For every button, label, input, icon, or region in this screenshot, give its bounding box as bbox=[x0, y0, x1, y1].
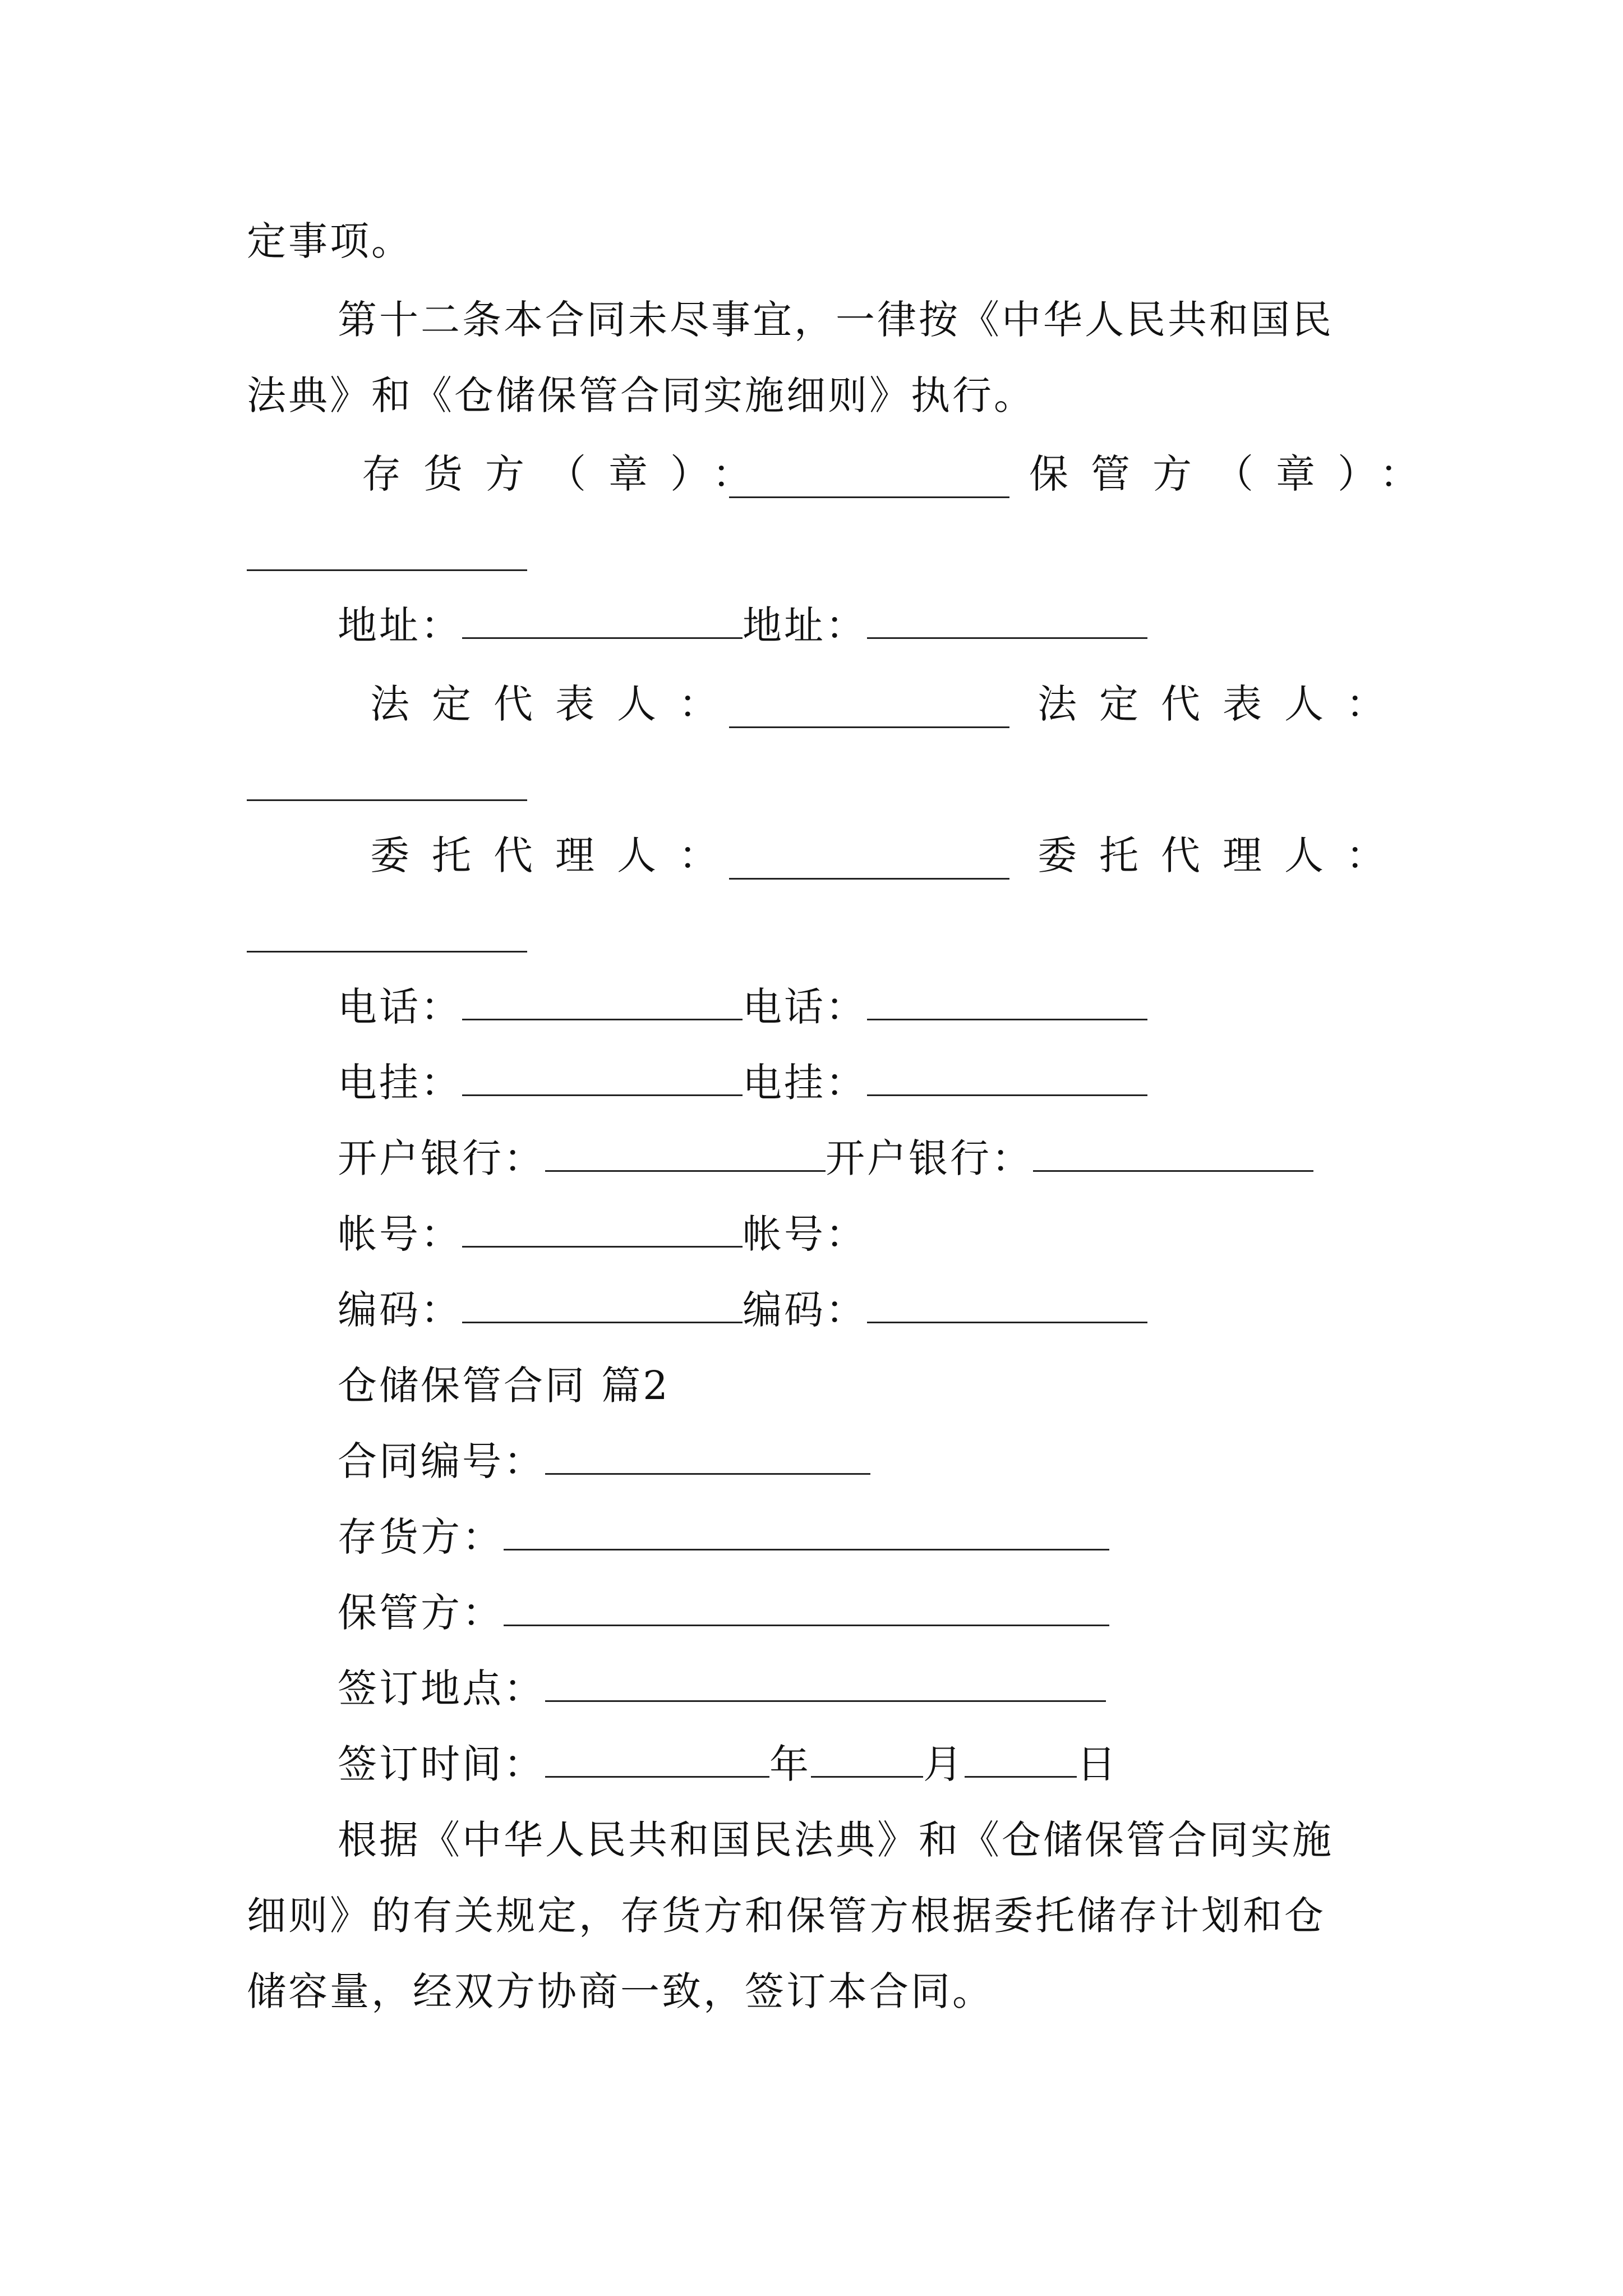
time-label: 签订时间： bbox=[338, 1741, 545, 1787]
account-left-label: 帐号： bbox=[338, 1211, 462, 1257]
bank-right-label: 开户银行： bbox=[826, 1135, 1033, 1181]
depositor-label: 存货方： bbox=[338, 1514, 504, 1560]
year-label: 年 bbox=[769, 1741, 811, 1787]
bank-left-label: 开户银行： bbox=[338, 1135, 545, 1181]
bank-right-blank[interactable] bbox=[1033, 1135, 1313, 1172]
article12-line1: 第十二条本合同未尽事宜，一律按《中华人民共和国民 bbox=[338, 297, 1334, 343]
code-row bbox=[338, 1282, 1147, 1338]
depositor-blank[interactable] bbox=[504, 1514, 1109, 1550]
day-label: 日 bbox=[1077, 1741, 1118, 1787]
legal-rep-left-blank[interactable] bbox=[729, 726, 1009, 728]
address-right-label: 地址： bbox=[743, 602, 867, 648]
custodian-blank[interactable] bbox=[504, 1590, 1109, 1626]
address-row bbox=[338, 597, 1147, 654]
address-right-blank[interactable] bbox=[867, 602, 1147, 639]
telex-right-blank[interactable] bbox=[867, 1060, 1147, 1096]
code-left-blank[interactable] bbox=[462, 1287, 743, 1323]
code-right-blank[interactable] bbox=[867, 1287, 1147, 1323]
legal-rep-right-label: 法定代表人： bbox=[1038, 681, 1408, 727]
account-left-blank[interactable] bbox=[462, 1211, 743, 1248]
telex-right-label: 电挂： bbox=[743, 1060, 867, 1106]
time-row bbox=[338, 1736, 1118, 1792]
custodian-label: 保管方： bbox=[338, 1590, 504, 1636]
custodian-seal-label: 保管方（章）： bbox=[1029, 451, 1441, 497]
agent-right-label: 委托代理人： bbox=[1038, 832, 1408, 878]
place-blank[interactable] bbox=[545, 1665, 1106, 1702]
telex-left-blank[interactable] bbox=[462, 1060, 743, 1096]
contract-no-blank[interactable] bbox=[545, 1438, 870, 1475]
account-row bbox=[338, 1206, 867, 1262]
agent-left-label: 委托代理人： bbox=[370, 832, 740, 878]
phone-left-label: 电话： bbox=[338, 984, 462, 1030]
year-blank[interactable] bbox=[545, 1741, 769, 1778]
legal-rep-right-blank[interactable] bbox=[247, 799, 527, 801]
place-label: 签订地点： bbox=[338, 1665, 545, 1711]
contract-no-label: 合同编号： bbox=[338, 1438, 545, 1484]
custodian-seal-blank[interactable] bbox=[247, 569, 527, 571]
code-right-label: 编码： bbox=[743, 1287, 867, 1333]
month-blank[interactable] bbox=[811, 1741, 923, 1778]
custodian-row bbox=[338, 1585, 1109, 1641]
bank-row bbox=[338, 1130, 1313, 1186]
section2-title: 仓储保管合同 篇2 bbox=[338, 1363, 670, 1409]
address-left-label: 地址： bbox=[338, 602, 462, 648]
place-row bbox=[338, 1660, 1106, 1717]
telex-row bbox=[338, 1055, 1147, 1111]
intro-line1: 根据《中华人民共和国民法典》和《仓储保管合同实施 bbox=[338, 1817, 1334, 1863]
intro-line2: 细则》的有关规定，存货方和保管方根据委托储存计划和仓 bbox=[247, 1893, 1326, 1939]
bank-left-blank[interactable] bbox=[545, 1135, 826, 1172]
account-right-label: 帐号： bbox=[743, 1211, 867, 1257]
month-label: 月 bbox=[923, 1741, 965, 1787]
legal-rep-left-label: 法定代表人： bbox=[370, 681, 740, 727]
phone-right-blank[interactable] bbox=[867, 984, 1147, 1020]
address-left-blank[interactable] bbox=[462, 602, 743, 639]
telex-left-label: 电挂： bbox=[338, 1060, 462, 1106]
phone-row bbox=[338, 979, 1147, 1035]
agent-right-blank[interactable] bbox=[247, 951, 527, 953]
depositor-seal-blank[interactable] bbox=[729, 496, 1009, 498]
depositor-seal-label: 存货方（章）： bbox=[362, 451, 774, 497]
depositor-row bbox=[338, 1509, 1109, 1565]
intro-line3: 储容量，经双方协商一致，签订本合同。 bbox=[247, 1968, 994, 2014]
day-blank[interactable] bbox=[965, 1741, 1077, 1778]
article12-line2: 法典》和《仓储保管合同实施细则》执行。 bbox=[247, 372, 1035, 418]
continuation-text: 定事项。 bbox=[247, 218, 413, 264]
phone-right-label: 电话： bbox=[743, 984, 867, 1030]
code-left-label: 编码： bbox=[338, 1287, 462, 1333]
phone-left-blank[interactable] bbox=[462, 984, 743, 1020]
contract-no-row bbox=[338, 1433, 870, 1489]
agent-left-blank[interactable] bbox=[729, 878, 1009, 880]
